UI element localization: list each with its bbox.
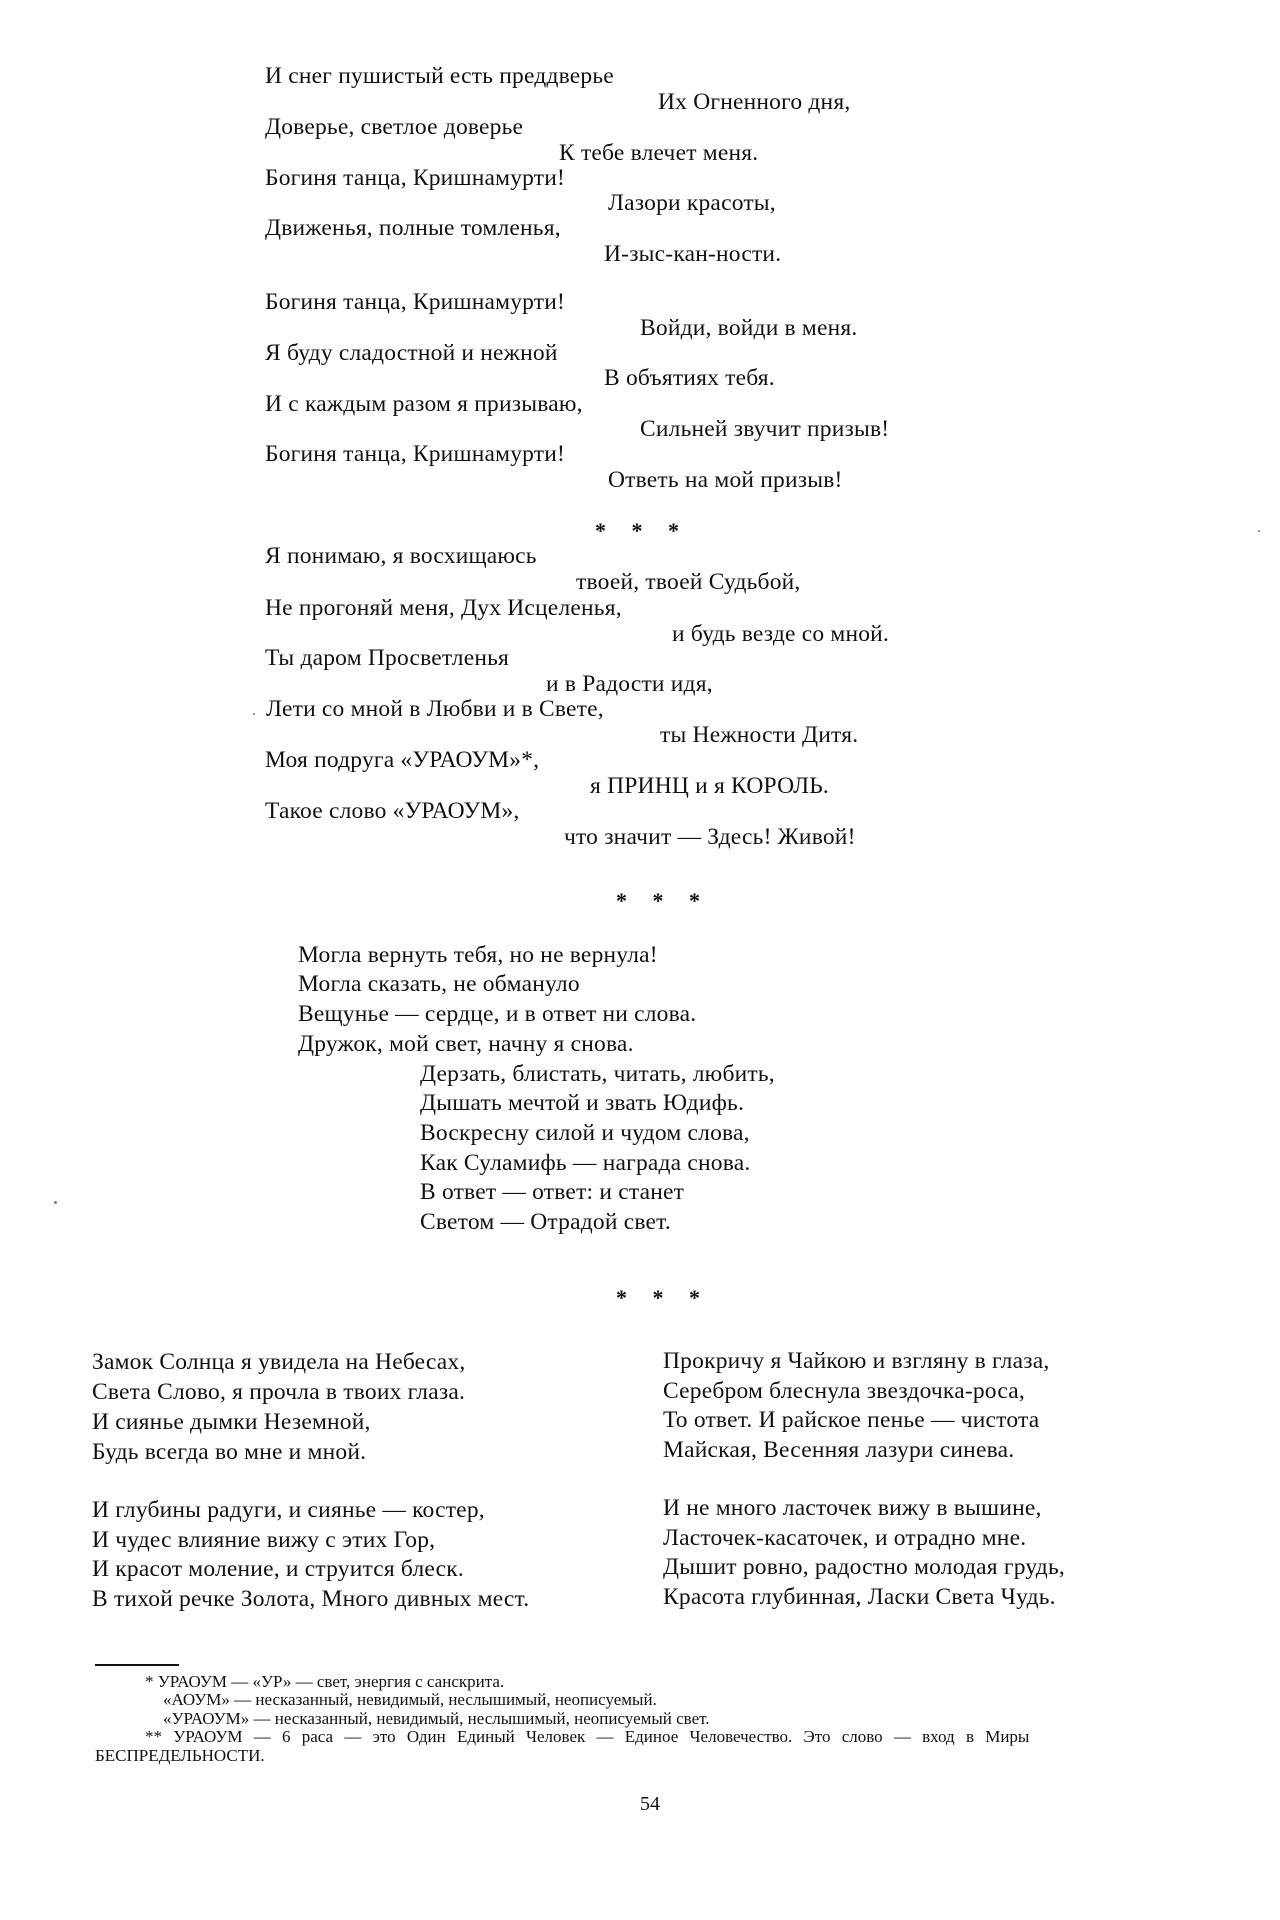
poem-line: В тихой речке Золота, Много дивных мест. xyxy=(92,1586,530,1612)
poem-line: Дерзать, блистать, читать, любить, xyxy=(420,1061,775,1087)
poem-line: Ответь на мой призыв! xyxy=(608,467,843,493)
footnote-divider xyxy=(95,1664,179,1666)
poem-line: Лазори красоты, xyxy=(608,190,776,216)
poem-line: Ласточек-касаточек, и отрадно мне. xyxy=(663,1525,1027,1551)
poem-line: Дружок, мой свет, начну я снова. xyxy=(298,1031,634,1057)
poem-line: Войди, войди в меня. xyxy=(640,315,858,341)
poem-line: Их Огненного дня, xyxy=(658,89,851,115)
poem-line: я ПРИНЦ и я КОРОЛЬ. xyxy=(590,773,829,799)
poem-line: И снег пушистый есть преддверье xyxy=(265,63,614,89)
poem-line: Лети со мной в Любви и в Свете, xyxy=(266,696,604,722)
poem-line: Доверье, светлое доверье xyxy=(265,114,524,140)
poem-line: Моя подруга «УРАОУМ»*, xyxy=(265,747,540,773)
poem-line: Движенья, полные томленья, xyxy=(265,215,561,241)
poem-line: Будь всегда во мне и мной. xyxy=(92,1439,367,1465)
poem-line: Я буду сладостной и нежной xyxy=(265,340,558,366)
poem-line: В объятиях тебя. xyxy=(604,365,775,391)
footnote-line: «УРАОУМ» — несказанный, невидимый, неслышимый, неописуемый свет. xyxy=(163,1709,710,1728)
poem-line: Ты даром Просветленья xyxy=(265,645,510,671)
footnote-line: * УРАОУМ — «УР» — свет, энергия с санскрита. xyxy=(145,1672,505,1691)
poem-line: К тебе влечет меня. xyxy=(559,140,759,166)
footnote-line: БЕСПРЕДЕЛЬНОСТИ. xyxy=(95,1746,265,1765)
poem-line: Не прогоняй меня, Дух Исцеленья, xyxy=(265,595,622,621)
poem-line: ты Нежности Дитя. xyxy=(660,722,859,748)
poem-line: и в Радости идя, xyxy=(546,671,713,697)
poem-line: и будь везде со мной. xyxy=(672,621,890,647)
poem-line: Богиня танца, Кришнамурти! xyxy=(265,165,566,191)
poem-line: Дышать мечтой и звать Юдифь. xyxy=(420,1090,745,1116)
poem-line: В ответ — ответ: и станет xyxy=(420,1179,685,1205)
footnote-line: «АОУМ» — несказанный, невидимый, неслышимый, неописуемый. xyxy=(163,1690,657,1709)
poem-line: И красот моление, и струится блеск. xyxy=(92,1556,464,1582)
scan-speck xyxy=(253,713,255,715)
poem-line: твоей, твоей Судьбой, xyxy=(576,569,801,595)
section-separator: * * * xyxy=(616,1285,710,1310)
poem-line: Богиня танца, Кришнамурти! xyxy=(265,441,566,467)
poem-line: И глубины радуги, и сиянье — костер, xyxy=(92,1497,485,1523)
poem-line: Воскресну силой и чудом слова, xyxy=(420,1120,750,1146)
section-separator: * * * xyxy=(595,518,689,543)
poem-line: Серебром блеснула звездочка-роса, xyxy=(663,1378,1025,1404)
poem-line: Могла вернуть тебя, но не вернула! xyxy=(298,942,658,968)
poem-line: И чудес влияние вижу с этих Гор, xyxy=(92,1527,436,1553)
section-separator: * * * xyxy=(616,888,710,913)
poem-line: Богиня танца, Кришнамурти! xyxy=(265,289,566,315)
poem-line: И-зыс-кан-ности. xyxy=(604,241,782,267)
poem-line: Красота глубинная, Ласки Света Чудь. xyxy=(663,1584,1056,1610)
poem-line: И сиянье дымки Неземной, xyxy=(92,1409,371,1435)
poem-line: Майская, Весенняя лазури синева. xyxy=(663,1437,1015,1463)
poem-line: Светом — Отрадой свет. xyxy=(420,1209,671,1235)
poem-line: Замок Солнца я увидела на Небесах, xyxy=(92,1349,466,1375)
page-number: 54 xyxy=(640,1793,660,1815)
poem-line: Сильней звучит призыв! xyxy=(640,416,890,442)
poem-line: И не много ласточек вижу в вышине, xyxy=(663,1495,1042,1521)
scan-speck xyxy=(54,1201,57,1204)
poem-line: Я понимаю, я восхищаюсь xyxy=(265,543,537,569)
poem-line: Вещунье — сердце, и в ответ ни слова. xyxy=(298,1001,697,1027)
poem-line: Дышит ровно, радостно молодая грудь, xyxy=(663,1554,1065,1580)
poem-line: что значит — Здесь! Живой! xyxy=(564,824,856,850)
poem-line: Как Суламифь — награда снова. xyxy=(420,1150,751,1176)
footnote-line: ** УРАОУМ — 6 раса — это Один Единый Человек — Единое Человечество. Это слово — вход в Миры xyxy=(145,1727,1030,1746)
poem-line: Света Слово, я прочла в твоих глаза. xyxy=(92,1379,466,1405)
poem-line: И с каждым разом я призываю, xyxy=(265,391,583,417)
poem-line: То ответ. И райское пенье — чистота xyxy=(663,1407,1040,1433)
poem-line: Такое слово «УРАОУМ», xyxy=(265,798,520,824)
poem-line: Могла сказать, не обмануло xyxy=(298,971,580,997)
poem-line: Прокричу я Чайкою и взгляну в глаза, xyxy=(663,1348,1050,1374)
scan-speck xyxy=(1258,530,1260,532)
